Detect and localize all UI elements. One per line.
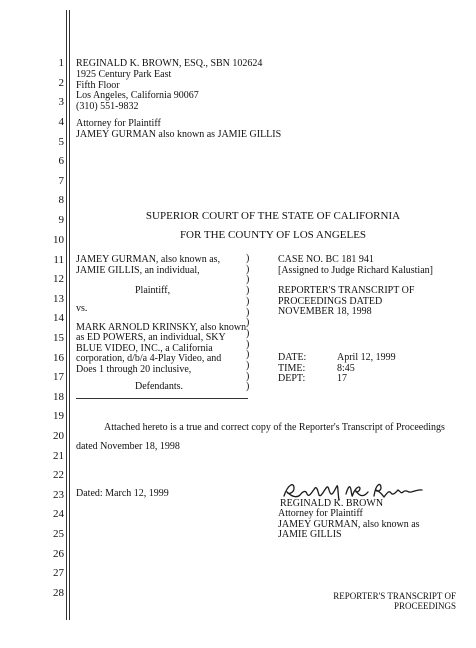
dept-value: 17 <box>337 373 347 384</box>
line-number: 22 <box>53 469 64 481</box>
document-title: REPORTER'S TRANSCRIPT OF <box>278 285 415 296</box>
line-number: 13 <box>53 293 64 305</box>
plaintiff-name: JAMEY GURMAN, also known as, <box>76 254 221 265</box>
defendant-name: BLUE VIDEO, INC., a California <box>76 343 213 354</box>
signature-date: Dated: March 12, 1999 <box>76 488 169 499</box>
court-title: SUPERIOR COURT OF THE STATE OF CALIFORNIA <box>145 210 401 222</box>
line-number: 3 <box>58 96 64 108</box>
attorney-address: Fifth Floor <box>76 80 120 91</box>
line-number: 5 <box>58 136 64 148</box>
plaintiff-role: Plaintiff, <box>135 285 171 296</box>
defendant-name: Does 1 through 20 inclusive, <box>76 364 192 375</box>
assigned-judge: [Assigned to Judge Richard Kalustian] <box>278 265 433 276</box>
line-number: 26 <box>53 548 64 560</box>
document-title: NOVEMBER 18, 1998 <box>278 306 372 317</box>
time-value: 8:45 <box>337 363 355 374</box>
defendant-role: Defendants. <box>135 381 184 392</box>
line-number: 25 <box>53 528 64 540</box>
line-number: 28 <box>53 587 64 599</box>
line-number: 18 <box>53 391 64 403</box>
defendant-name: as ED POWERS, an individual, SKY <box>76 332 226 343</box>
defendant-name: corporation, d/b/a 4-Play Video, and <box>76 353 222 364</box>
dept-label: DEPT: <box>278 373 306 384</box>
margin-line-right <box>69 10 70 620</box>
signer-client: JAMEY GURMAN, also known as <box>278 519 420 530</box>
attorney-for: Attorney for Plaintiff <box>76 118 161 129</box>
margin-line-left <box>66 10 67 620</box>
case-number: CASE NO. BC 181 941 <box>278 254 374 265</box>
footer-title: REPORTER'S TRANSCRIPT OF <box>333 591 456 601</box>
line-number: 4 <box>58 116 64 128</box>
attorney-name: REGINALD K. BROWN, ESQ., SBN 102624 <box>76 58 263 69</box>
line-number: 20 <box>53 430 64 442</box>
line-number: 16 <box>53 352 64 364</box>
caption-underline <box>76 398 248 399</box>
line-number: 24 <box>53 508 64 520</box>
body-text: dated November 18, 1998 <box>76 441 180 452</box>
date-label: DATE: <box>278 352 307 363</box>
document-title: PROCEEDINGS DATED <box>278 296 383 307</box>
line-number: 7 <box>58 175 64 187</box>
line-number: 1 <box>58 57 64 69</box>
court-county: FOR THE COUNTY OF LOS ANGELES <box>179 229 367 241</box>
date-value: April 12, 1999 <box>337 352 396 363</box>
line-number: 9 <box>58 214 64 226</box>
versus: vs. <box>76 303 88 314</box>
line-number: 15 <box>53 332 64 344</box>
attorney-phone: (310) 551-9832 <box>76 101 139 112</box>
line-number: 19 <box>53 410 64 422</box>
line-number: 11 <box>53 254 64 266</box>
line-number: 2 <box>58 77 64 89</box>
line-number: 10 <box>53 234 64 246</box>
time-label: TIME: <box>278 363 306 374</box>
line-number: 12 <box>53 273 64 285</box>
plaintiff-name: JAMIE GILLIS, an individual, <box>76 265 200 276</box>
line-number: 8 <box>58 194 64 206</box>
client-name: JAMEY GURMAN also known as JAMIE GILLIS <box>76 129 282 140</box>
signer-client: JAMIE GILLIS <box>278 529 342 540</box>
caption-parentheses: ) ) ) ) ) ) ) ) ) ) ) ) ) <box>246 253 250 393</box>
line-number: 21 <box>53 450 64 462</box>
signer-name: REGINALD K. BROWN <box>280 498 384 509</box>
line-number: 23 <box>53 489 64 501</box>
line-number: 6 <box>58 155 64 167</box>
defendant-name: MARK ARNOLD KRINSKY, also known <box>76 322 247 333</box>
signer-role: Attorney for Plaintiff <box>278 508 363 519</box>
line-number: 14 <box>53 312 64 324</box>
body-text: Attached hereto is a true and correct copy of the Reporter's Transcript of Proceedings <box>104 422 445 433</box>
line-number: 27 <box>53 567 64 579</box>
attorney-city: Los Angeles, California 90067 <box>76 90 199 101</box>
attorney-address: 1925 Century Park East <box>76 69 172 80</box>
line-number: 17 <box>53 371 64 383</box>
footer-title: PROCEEDINGS <box>393 601 456 611</box>
